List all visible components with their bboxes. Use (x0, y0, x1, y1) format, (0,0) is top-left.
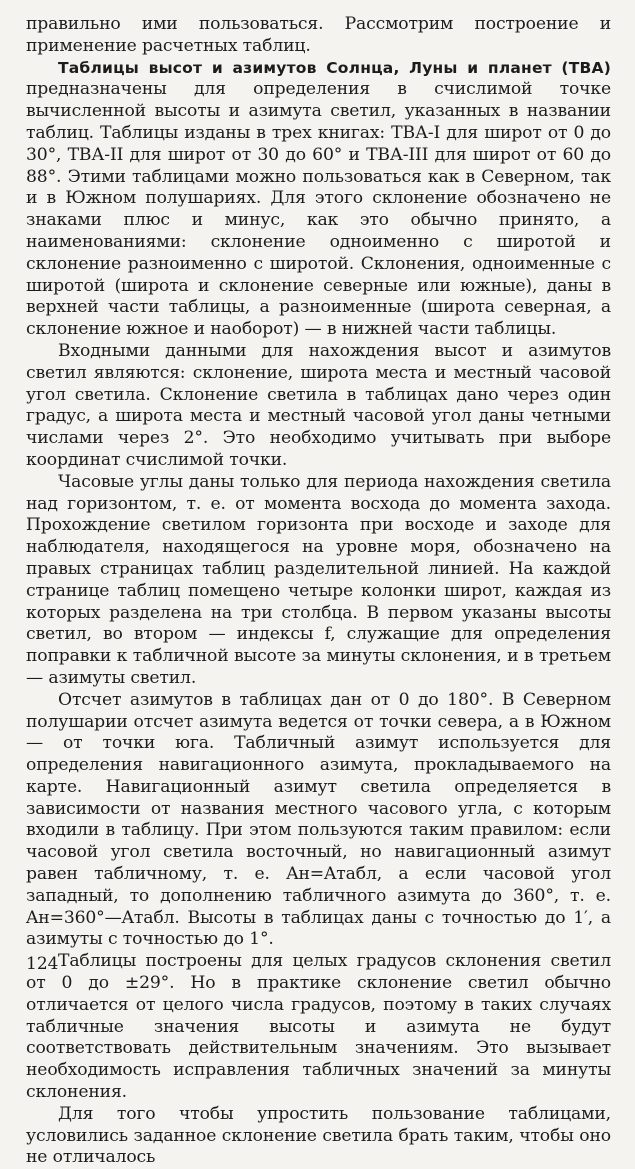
paragraph-continuation: правильно ими пользоваться. Рассмотрим построение и применение расчетных таблиц. (26, 14, 611, 56)
section-heading: Таблицы высот и азимутов Солнца, Луны и планет (ТВА) (58, 58, 611, 77)
page-body (26, 14, 611, 1169)
page-number: 124 (26, 954, 59, 974)
paragraph-azimuth-count: Отсчет азимутов в таблицах дан от 0 до 180°. В Северном полушарии отсчет азимута ведется от точки севера, а в Южном — от точки юга. Табличный азимут используется для определения навигационного азимута, прокладываемого на карте. Навигационный азимут светила определяется в зависимости от названия местного часового угла, с которым входили в таблицу. При этом пользуются таким правилом: если часовой угол светила восточный, но навигационный азимут равен табличному, т. е. Aн=Aтабл, а если часовой угол западный, то дополнению табличного азимута до 360°, т. е. Aн=360°—Aтабл. Высоты в таблицах даны с точностью до 1′, а азимуты с точностью до 1°. (26, 689, 611, 950)
paragraph-tva-intro (26, 58, 611, 341)
paragraph-declination: Таблицы построены для целых градусов склонения светил от 0 до ±29°. Но в практике склонение светил обычно отличается от целого числа градусов, поэтому в таких случаях табличные значения высоты и азимута не будут соответствовать действительным значениям. Это вызывает необходимость исправления табличных значений за минуты склонения. (26, 951, 611, 1103)
paragraph-tva-intro-text: предназначены для определения в счислимой точке вычисленной высоты и азимута светил, указанных в названии таблиц. Таблицы изданы в трех книгах: ТВА-I для широт от 0 до 30°, ТВА-II для широт от 30 до 60° и ТВА-III для широт от 60 до 88°. Этими таблицами можно пользоваться как в Северном, так и в Южном полушариях. Для этого склонение обозначено не знаками плюс и минус, как это обычно принято, а наименованиями: склонение одноименно с широтой и склонение разноименно с широтой. Склонения, одноименные с широтой (широта и склонение северные или южные), даны в верхней части таблицы, а разноименные (широта северная, а склонение южное и наоборот) — в нижней части таблицы. (26, 79, 611, 340)
paragraph-simplify: Для того чтобы упростить пользование таблицами, условились заданное склонение светила брать таким, чтобы оно не отличалось (26, 1103, 611, 1168)
paragraph-hour-angles: Часовые углы даны только для периода нахождения светила над горизонтом, т. е. от момента восхода до момента захода. Прохождение светилом горизонта при восходе и заходе для наблюдателя, находящегося на уровне моря, обозначено на правых страницах таблиц разделительной линией. На каждой странице таблиц помещено четыре колонки широт, каждая из которых разделена на три столбца. В первом указаны высоты светил, во втором — индексы f, служащие для определения поправки к табличной высоте за минуты склонения, и в третьем — азимуты светил. (26, 471, 611, 688)
paragraph-input-data: Входными данными для нахождения высот и азимутов светил являются: склонение, широта места и местный часовой угол светила. Склонение светила в таблицах дано через один градус, а широта места и местный часовой угол даны четными числами через 2°. Это необходимо учитывать при выборе координат счислимой точки. (26, 340, 611, 470)
